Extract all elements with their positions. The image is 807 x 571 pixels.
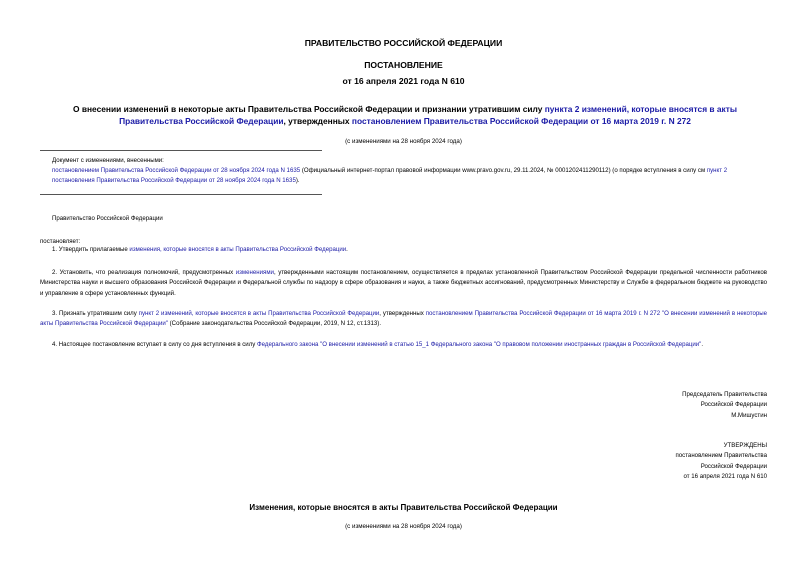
- p2-link[interactable]: изменениями: [235, 269, 274, 276]
- government-header: ПРАВИТЕЛЬСТВО РОССИЙСКОЙ ФЕДЕРАЦИИ: [304, 38, 503, 48]
- signature-country: Российской Федерации: [700, 401, 767, 409]
- signature-position: Председатель Правительства: [682, 391, 767, 398]
- doc-changes-text-1: (Официальный интернет-портал правовой информации www.pravo.gov.ru, 29.11.2024, № 0001202411290112) (о порядке вступления в силу см: [300, 167, 707, 174]
- document-date-number: от 16 апреля 2021 года N 610: [342, 76, 465, 86]
- paragraph-1: [52, 245, 779, 255]
- paragraph-3: [40, 309, 767, 330]
- title-text-2: , утвержденных: [283, 115, 352, 126]
- p4-link[interactable]: Федерального закона "О внесении изменений в статью 15_1 Федерального закона "О правовом положении иностранных граждан в Российской Федерации": [257, 341, 702, 348]
- p1-text-a: 1. Утвердить прилагаемые: [52, 246, 130, 253]
- paragraph-4: [40, 340, 767, 350]
- document-title: [60, 104, 750, 127]
- paragraph-2: [40, 268, 767, 299]
- edition-note: (с изменениями на 28 ноября 2024 года): [345, 138, 462, 145]
- p2-text-b: , утвержденными настоящим постановлением, осуществляется в пределах установленной Правительством Российской Федерации предельной численности работников Министерства науки и высшего образования Российской Федерации и Федеральной службы по надзору в сфере образования и науки, а также бюджетных ассигнований, предусмотренных Министерству и Службе в федеральном бюджете на руководство и управление в сфере установленных функций.: [40, 269, 768, 297]
- p4-text-a: 4. Настоящее постановление вступает в силу со дня вступления в силу: [52, 341, 258, 348]
- signature-block: [682, 390, 767, 421]
- title-text-1: О внесении изменений в некоторые акты Правительства Российской Федерации и признании утратившим силу: [73, 104, 545, 114]
- p1-link[interactable]: изменения, которые вносятся в акты Правительства Российской Федерации: [129, 246, 347, 253]
- approved-heading: УТВЕРЖДЕНЫ: [723, 442, 767, 449]
- doc-changes-link-1[interactable]: постановлением Правительства Российской Федерации от 28 ноября 2024 года N 1635: [52, 167, 301, 174]
- doc-changes-label: Документ с изменениями, внесенными:: [52, 157, 164, 164]
- p2-text-a: 2. Установить, что реализация полномочий, предусмотренных: [52, 269, 236, 276]
- divider-top: [40, 150, 322, 151]
- p3-link-2[interactable]: постановлением Правительства Российской Федерации от 16 марта 2019 г. N 272 "О внесении изменений в некоторые акты Правительства Российской Федерации": [40, 310, 767, 328]
- changes-title: Изменения, которые вносятся в акты Правительства Российской Федерации: [249, 503, 558, 512]
- approved-block: [675, 441, 767, 483]
- p3-text-b: , утвержденных: [379, 310, 426, 317]
- approved-line-4: от 16 апреля 2021 года N 610: [683, 473, 767, 481]
- government-line: Правительство Российской Федерации: [52, 215, 163, 222]
- doc-changes-block: [52, 156, 767, 186]
- title-link-2[interactable]: постановлением Правительства Российской Федерации от 16 марта 2019 г. N 272: [351, 115, 691, 126]
- doc-changes-text-2: ).: [295, 177, 300, 184]
- p4-text-b: .: [701, 341, 704, 348]
- doc-changes-link-2[interactable]: пункт 2 постановления Правительства Российской Федерации от 28 ноября 2024 года N 1635: [52, 167, 728, 184]
- approved-line-2: постановлением Правительства: [675, 452, 767, 460]
- signature-name: М.Мишустин: [731, 411, 767, 419]
- p3-text-c: (Собрание законодательства Российской Федерации, 2019, N 12, ст.1313).: [167, 320, 382, 328]
- approved-line-3: Российской Федерации: [700, 462, 767, 470]
- p3-link-1[interactable]: пункт 2 изменений, которые вносятся в акты Правительства Российской Федерации: [138, 310, 380, 317]
- divider-bottom: [40, 194, 322, 195]
- decides-line: постановляет:: [40, 238, 81, 245]
- document-type: ПОСТАНОВЛЕНИЕ: [364, 60, 443, 70]
- changes-edition-note: (с изменениями на 28 ноября 2024 года): [345, 523, 462, 530]
- title-link-1[interactable]: пункта 2 изменений, которые вносятся в акты Правительства Российской Федерации: [119, 104, 737, 126]
- p1-text-b: .: [346, 246, 348, 253]
- p3-text-a: 3. Признать утратившим силу: [52, 310, 139, 317]
- doc-changes-text: [52, 166, 767, 186]
